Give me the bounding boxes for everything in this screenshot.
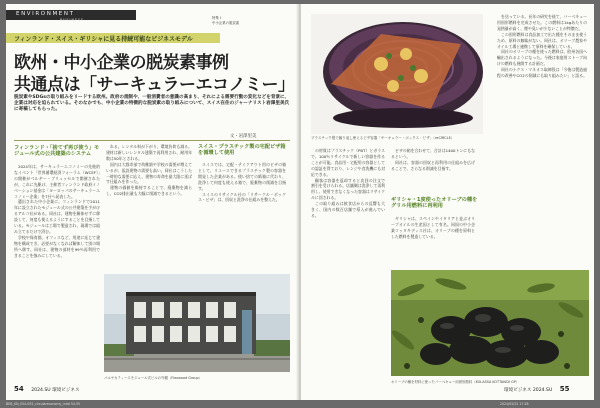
paragraph: を送っている。長年の研究を経て、バーベキュー用固形燃料を完成させた。この燃料は1kgあたりの発熱量が高く、煙や臭いが少ないことが特徴だ。 bbox=[497, 14, 587, 31]
body-column-1 bbox=[14, 164, 100, 386]
pizza-photo-caption: プラスチック製で繰り返し使えるピザ容器「サーキュラー・ボックス・ピザ」（reCIRCLE） bbox=[311, 136, 455, 140]
footer-text-left: 2024.SU 環境ビジネス bbox=[31, 388, 80, 393]
footer-text-right: 環境ビジネス 2024.SU bbox=[504, 388, 553, 393]
paragraph: この取り組みは飲食店からの反響も大きく、国内の数百店舗で導入が進んでいる。 bbox=[311, 201, 385, 218]
article-title-line2: 共通点は「サーキュラーエコノミー」 bbox=[14, 75, 295, 95]
paragraph: スイスのリサイクル社の「リサークル・ボックス・ピザ」は、回収と洗浄の仕組みを整えた。 bbox=[198, 191, 286, 203]
paragraph: の材質はプラスチック（PBT）とガラスで、100％リサイクルで新しい容器を作ることが可能。食品用・宅配用の容器としての認証を得ており、レンジや食洗機にも対応できる。 bbox=[311, 148, 385, 177]
left-footer bbox=[14, 385, 80, 393]
body-column-3 bbox=[198, 162, 286, 267]
olive-photo-caption: オリーブの種を材料に使ったバーベキュー用固形燃料（KOLASSA KOTTAKIDI GP） bbox=[391, 380, 520, 384]
feature-tag-line2: 中小企業の脱炭素 bbox=[212, 20, 240, 25]
modular-building-photo bbox=[104, 274, 290, 372]
paragraph: 同社のナクス・マネオス取締役は「今後は製造過程の改善やCO2の削減にも取り組みたい」と語る。 bbox=[497, 67, 587, 79]
paragraph: 建物の価値を維持することで、廃棄物を減らし、CO2排出量も大幅に削減できるという。 bbox=[106, 185, 192, 197]
paragraph: スイスでは、宅配・テイクアウト用のピザの箱として、リユースできるプラスチック製の容器を開発した企業がある。使い捨ての紙箱に代わり、洗浄して何度も使える箱で、廃棄物の削減を目指す。 bbox=[198, 162, 286, 191]
body-column-r2 bbox=[391, 148, 475, 192]
body-column-r3 bbox=[497, 14, 587, 264]
paragraph: ギリシャは、スペインやイタリアと並ぶオリーブオイルの生産国として有名。同国の中小企業コッタキディス社は、オリーブの種を原料とした燃料を製造している。 bbox=[391, 216, 475, 239]
paragraph: 学校や保育園、オフィスなど、用途に応じて建物を構成でき、必要がなくなれば解体して別の場所へ移す。同社は、建物の部材を99％再利用できることを強みにしている。 bbox=[14, 234, 100, 258]
feature-tag-line1: 特集 I bbox=[212, 16, 221, 20]
section-heading-greece: ギリシャ・1度使ったオリーブの種をグリル用燃料に再利用 bbox=[391, 197, 478, 210]
paragraph: 同社は、容器の回収と再利用の仕組みを広げることで、さらなる削減を目指す。 bbox=[391, 159, 475, 171]
pizza-container-photo bbox=[311, 14, 483, 134]
feature-tag bbox=[212, 16, 292, 25]
print-info-left: BEB_KN_054-055_circulareconomy_indd 54-55 bbox=[6, 402, 81, 406]
left-page bbox=[6, 4, 299, 400]
article-lead: 脱炭素やSDGsの取り組みをリードする欧州。政府の規制や、一般消費者の意識の高まり、それによる需要行動の変化などを背景に、企業は対応を迫られている。そのなかでも、中小企業の特徴的な脱炭素の取り組みについて、スイス在住のジャーナリスト岩澤里美氏に寄稿してもらった。 bbox=[14, 95, 290, 113]
paragraph: 顧客は容器を返却すると次回の注文で割引を受けられる。店舗側は洗浄して再利用し、使用できなくなった容器はリサイクルに回される。 bbox=[311, 177, 385, 201]
right-page bbox=[301, 4, 594, 400]
paragraph: れる。レンタル料が下がり、環境負荷も減る。建材は新しいレンタル建築で再利用され、耐用年数は50年とされる。 bbox=[106, 144, 192, 161]
byline: 文・岩澤里美 bbox=[230, 134, 257, 139]
paragraph: この固形燃料は食品加工で出た種をそのまま使うため、原料の無駄がない。同社は、オリーブ農家やオイル工場と連携して原料を確保している。 bbox=[497, 31, 587, 49]
article-title-line1: 欧州・中小企業の脱炭素事例 bbox=[14, 53, 229, 73]
building-photo-caption: パルヤカティースモジュール式ビルの外観（Flexwood Group） bbox=[104, 376, 203, 380]
paragraph: ビザの箱を合わせて、合計は1400トンにもなるという。 bbox=[391, 148, 475, 159]
print-info-right: 2024/05/22 17:28 bbox=[500, 402, 529, 406]
divider-line bbox=[14, 140, 290, 141]
olive-fuel-photo bbox=[391, 270, 589, 376]
page-number-right: 55 bbox=[559, 385, 570, 393]
paragraph: 2024年は、サーキュラーエコノミーの先進的なイベント「世界循環経済フォーラム（WCEF）」の開催がベルギー・ブリュッセルで開催されたが、これに先駆け、主催者フィンランド政府イノベーション基金は「ヨーロッパのサーキュラーエコノミー企業」を7社へ発表した。 bbox=[14, 164, 100, 199]
paragraph: 選出された中小企業に、フィンランドで2011年に設立されたモジュール式の公共建築を手がけるアルコ社がある。同社は、建物を解体せずに移設して、何度も使えるようにすることを目指している。モジュールは工場で製造され、現場では組み立てるだけで済む。 bbox=[14, 199, 100, 234]
magazine-spread bbox=[6, 4, 594, 400]
body-column-r1 bbox=[311, 148, 385, 380]
paragraph: 国内は大都市部で幼稚園や学校の需要が増えているが、仮設建物の需要も高い。同社はこうした一時的な需要に応え、建物の寿命を最大限に延ばす仕組みを作った。 bbox=[106, 161, 192, 185]
section-label: ENVIRONMENT bbox=[16, 11, 75, 17]
section-heading-finland: フィンランド・「捨てず再び使う」モジュール式の公共建築のシステム bbox=[14, 145, 100, 158]
section-heading-switzerland: スイス・プラスチック製の宅配ピザ箱を循環して使用 bbox=[198, 144, 286, 157]
paragraph: 同社のオリーブの種を使った燃料は、欧州各国へ輸出されるようになった。今後は家庭用ストーブ向けの燃料も展開する計画だ。 bbox=[497, 49, 587, 67]
body-column-2 bbox=[106, 144, 192, 269]
right-footer bbox=[504, 385, 570, 393]
body-column-r2b bbox=[391, 216, 475, 264]
section-sub-label: BUSINESS bbox=[60, 18, 84, 22]
article-subtitle: フィンランド・スイス・ギリシャに見る持続可能なビジネスモデル bbox=[14, 36, 193, 43]
page-number-left: 54 bbox=[14, 385, 24, 393]
